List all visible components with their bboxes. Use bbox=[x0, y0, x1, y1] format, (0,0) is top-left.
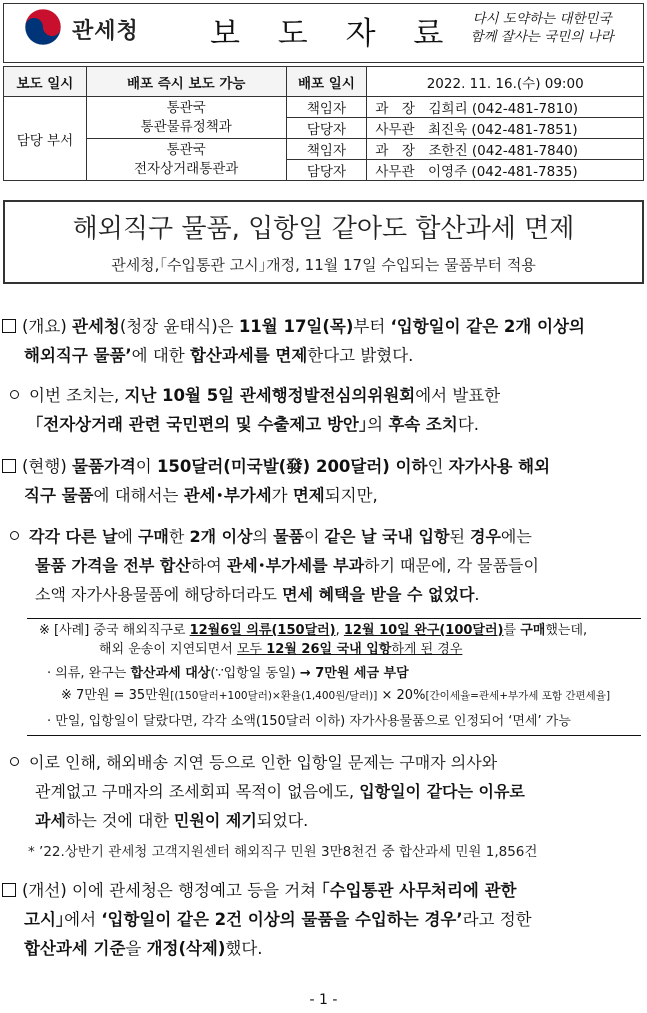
example-box bbox=[27, 618, 641, 736]
text: (∵입항일 동일) bbox=[210, 666, 300, 681]
page-number: - 1 - bbox=[309, 992, 338, 1008]
footnote: * ’22.상반기 관세청 고객지원센터 해외직구 민원 3만8천건 중 합산과세 민원 1,856건 bbox=[28, 844, 538, 860]
text: 자가사용 해외 bbox=[448, 457, 551, 476]
text: 에 bbox=[117, 527, 138, 546]
text: 이 bbox=[135, 457, 157, 476]
text: 해외 운송이 지연되면서 bbox=[99, 642, 237, 657]
dept-1-contact-1 bbox=[367, 97, 644, 118]
text: 된 bbox=[449, 527, 470, 546]
headline-title: 해외직구 물품, 입항일 같아도 합산과세 면제 bbox=[72, 214, 575, 244]
text: 다. bbox=[457, 415, 480, 434]
square-bullet-icon bbox=[2, 319, 16, 333]
contact-person: 조한진 (042-481-7840) bbox=[428, 143, 579, 159]
example-line-4 bbox=[61, 686, 610, 706]
text: 후속 조치 bbox=[388, 415, 458, 434]
text: 부터 bbox=[353, 317, 391, 336]
text: 관세･부가세 bbox=[183, 486, 272, 505]
text: 의 bbox=[367, 415, 389, 434]
text: (현행) bbox=[22, 457, 72, 476]
text: ‘입항일이 같은 2개 이상의 bbox=[390, 317, 585, 336]
text: ※ [사례] bbox=[39, 623, 94, 638]
text: 의 bbox=[252, 527, 274, 546]
text: 한 bbox=[168, 527, 190, 546]
text: 라고 정한 bbox=[462, 910, 532, 929]
text: · 의류, 완구는 bbox=[47, 666, 131, 681]
example-line-5: · 만일, 입항일이 달랐다면, 각각 소액(150달러 이하) 자가사용물품으로 인정되어 ‘면세’ 가능 bbox=[47, 714, 571, 729]
text: 하는 것에 대한 bbox=[65, 811, 174, 830]
text: 12월 10일 완구(100달러) bbox=[343, 623, 504, 638]
text: 관세･부가세를 부과 bbox=[226, 556, 365, 575]
contact-title: 과 장 bbox=[375, 101, 415, 117]
dept-2-contact-2 bbox=[367, 160, 644, 181]
paragraph-complaint bbox=[10, 748, 647, 835]
text: 을 bbox=[125, 939, 147, 958]
text: 하여 bbox=[190, 556, 227, 575]
taegeuk-logo-icon bbox=[24, 8, 62, 46]
text: 12월6일 의류(150달러) bbox=[189, 623, 336, 638]
text: 소액 자가사용물품에 해당하더라도 bbox=[35, 585, 283, 604]
circle-bullet-icon bbox=[10, 390, 19, 399]
text: 구매 bbox=[137, 527, 169, 546]
distribute-value: 2022. 11. 16.(수) 09:00 bbox=[367, 67, 644, 97]
contact-title: 사무관 bbox=[375, 122, 415, 138]
text: ‘입항일이 같은 2건 이상의 물품을 수입하는 경우’ bbox=[101, 910, 463, 929]
dept-1-contact-2 bbox=[367, 118, 644, 139]
dept-2-contact-1 bbox=[367, 139, 644, 160]
text: , bbox=[335, 623, 344, 638]
dept-1-role-2: 담당자 bbox=[286, 118, 367, 139]
text: 했는데, bbox=[545, 623, 588, 638]
text: 물품가격 bbox=[72, 457, 136, 476]
text: 를 bbox=[503, 623, 521, 638]
text: [간이세율=관세+부가세 포함 간편세율] bbox=[425, 690, 611, 702]
text: (개선) 이에 관세청은 행정예고 등을 거쳐 bbox=[22, 881, 322, 900]
square-bullet-icon bbox=[2, 883, 16, 897]
text: 직구 물품 bbox=[24, 486, 94, 505]
paragraph-background bbox=[10, 381, 647, 439]
text: 에서 발표한 bbox=[415, 386, 501, 405]
dept-2-name bbox=[86, 139, 286, 181]
dept-2-role-2: 담당자 bbox=[286, 160, 367, 181]
text: 11월 17일(목) bbox=[238, 317, 354, 336]
text: 이 bbox=[303, 527, 325, 546]
square-bullet-icon bbox=[2, 459, 16, 473]
paragraph-overview bbox=[2, 312, 642, 370]
text: 에서 bbox=[64, 910, 102, 929]
slogan bbox=[452, 10, 632, 46]
text: . bbox=[474, 585, 480, 604]
contact-person: 김희리 (042-481-7810) bbox=[428, 101, 579, 117]
example-line-2 bbox=[99, 640, 462, 659]
info-table bbox=[3, 66, 644, 181]
dept-2-bureau: 통관국 bbox=[166, 141, 206, 158]
text: 한다고 밝혔다. bbox=[307, 346, 414, 365]
contact-person: 최진욱 (042-481-7851) bbox=[428, 122, 578, 138]
press-release-title: 보 도 자 료 bbox=[210, 16, 458, 52]
text: 면세 혜택을 받을 수 없었다 bbox=[282, 585, 475, 604]
text: 관세청 bbox=[72, 317, 120, 336]
dept-1-role-1: 책임자 bbox=[286, 97, 367, 118]
circle-bullet-icon bbox=[10, 531, 19, 540]
text: 하기 때문에, 각 물품들이 bbox=[364, 556, 539, 575]
text: 중국 해외직구로 bbox=[93, 623, 190, 638]
text: 이로 인해, 해외배송 지연 등으로 인한 입항일 문제는 구매자 의사와 bbox=[29, 753, 498, 772]
text: 각각 다른 날 bbox=[29, 527, 118, 546]
slogan-line-1: 다시 도약하는 대한민국 bbox=[472, 11, 612, 27]
paragraph-problem bbox=[10, 522, 647, 609]
release-value: 배포 즉시 보도 가능 bbox=[86, 67, 286, 97]
dept-2-role-1: 책임자 bbox=[286, 139, 367, 160]
text: 해외직구 물품’ bbox=[24, 346, 132, 365]
text: 12월 26일 국내 입항 bbox=[266, 642, 392, 657]
dept-2-division: 전자상거래통관과 bbox=[134, 160, 239, 177]
paragraph-improvement bbox=[2, 876, 642, 963]
text: 물품 가격을 전부 합산 bbox=[35, 556, 191, 575]
distribute-label: 배포 일시 bbox=[286, 67, 367, 97]
text: × 20% bbox=[377, 688, 426, 703]
text: 모두 bbox=[236, 642, 267, 657]
text: 되지만, bbox=[324, 486, 378, 505]
text: 구매 bbox=[520, 623, 546, 638]
text: 면제 bbox=[292, 486, 325, 505]
text: 에는 bbox=[500, 527, 532, 546]
text: 가 bbox=[271, 486, 293, 505]
slogan-line-2: 함께 잘사는 국민의 나라 bbox=[470, 29, 614, 45]
dept-1-bureau: 통관국 bbox=[166, 99, 206, 116]
text: 에 대한 bbox=[131, 346, 190, 365]
text: 합산과세를 면제 bbox=[189, 346, 308, 365]
release-label: 보도 일시 bbox=[4, 67, 87, 97]
text: 합산과세 기준 bbox=[24, 939, 126, 958]
text: (개요) bbox=[22, 317, 72, 336]
paragraph-current bbox=[2, 452, 642, 510]
text: 에 대해서는 bbox=[93, 486, 184, 505]
text: 개정(삭제) bbox=[146, 939, 226, 958]
text: 지난 10월 5일 관세행정발전심의위원회 bbox=[124, 386, 416, 405]
text: 경우 bbox=[469, 527, 501, 546]
text: ｢전자상거래 관련 국민편의 및 수출제고 방안｣ bbox=[35, 415, 368, 434]
text: (청장 윤태식)은 bbox=[119, 317, 239, 336]
text: 인 bbox=[427, 457, 449, 476]
dept-label: 담당 부서 bbox=[4, 97, 87, 181]
circle-bullet-icon bbox=[10, 757, 19, 766]
text: 합산과세 대상 bbox=[130, 666, 211, 681]
text: 150달러(미국발(發) 200달러) 이하 bbox=[156, 457, 428, 476]
text: 되었다. bbox=[256, 811, 309, 830]
text: 물품 bbox=[273, 527, 304, 546]
text: 2개 이상 bbox=[189, 527, 253, 546]
dept-1-division: 통관물류정책과 bbox=[140, 118, 232, 135]
text: 입항일이 같다는 이유로 bbox=[359, 782, 525, 801]
text: 민원이 제기 bbox=[173, 811, 257, 830]
text: ※ 7만원 = 35만원 bbox=[61, 688, 171, 703]
headline-subtitle: 관세청,｢수입통관 고시｣개정, 11월 17일 수입되는 물품부터 적용 bbox=[111, 256, 536, 274]
text: [(150달러+100달러)×환율(1,400원/달러)] bbox=[170, 690, 378, 702]
contact-title: 사무관 bbox=[375, 164, 415, 180]
text: 같은 날 국내 입항 bbox=[324, 527, 450, 546]
text: 이번 조치는, bbox=[29, 386, 125, 405]
dept-1-name bbox=[86, 97, 286, 139]
contact-person: 이영주 (042-481-7835) bbox=[428, 164, 578, 180]
example-line-1 bbox=[39, 621, 587, 640]
text: 관계없고 구매자의 조세회피 목적이 없음에도, bbox=[35, 782, 360, 801]
contact-title: 과 장 bbox=[375, 143, 415, 159]
text: ｢수입통관 사무처리에 관한 bbox=[321, 881, 517, 900]
text: 과세 bbox=[35, 811, 66, 830]
text: 했다. bbox=[225, 939, 263, 958]
text: 고시｣ bbox=[24, 910, 65, 929]
text: 하게 된 경우 bbox=[391, 642, 463, 657]
example-line-3 bbox=[47, 664, 409, 683]
text: → 7만원 세금 부담 bbox=[299, 666, 409, 681]
agency-name: 관세청 bbox=[72, 19, 139, 44]
